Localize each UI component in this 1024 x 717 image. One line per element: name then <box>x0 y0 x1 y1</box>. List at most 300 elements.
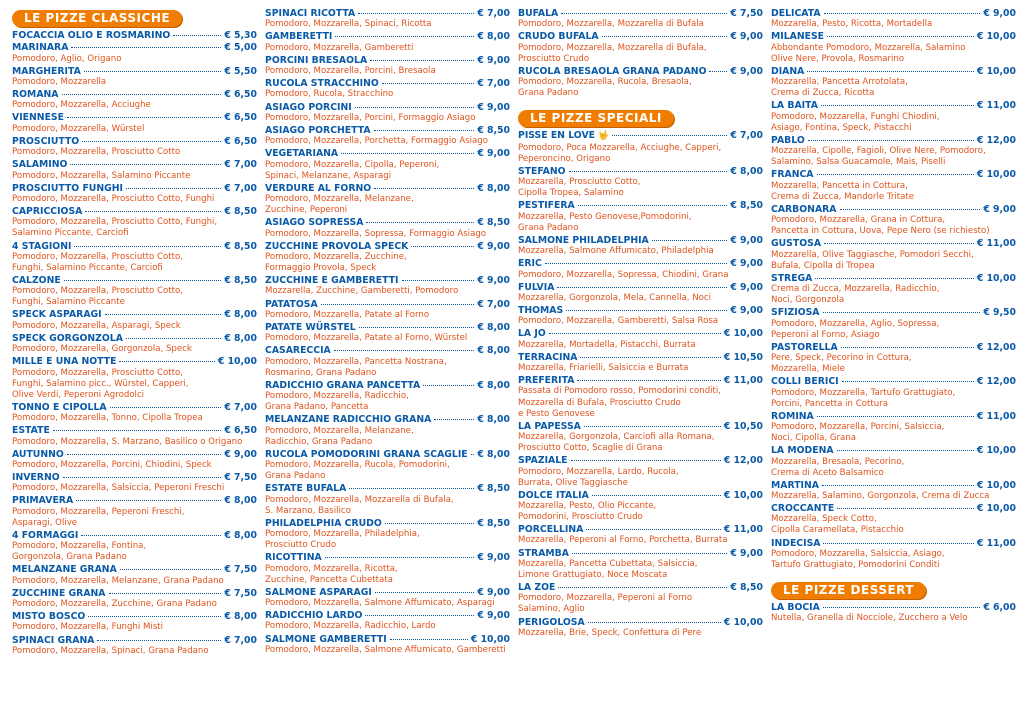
dot-leader <box>70 164 221 165</box>
dot-leader <box>365 615 474 616</box>
pizza-ingredients: Mozzarella, Salmone Affumicato, Philadelphia <box>518 246 714 257</box>
dot-leader <box>341 153 474 154</box>
rock-hand-icon: 🤟 <box>598 131 610 142</box>
pizza-name: LA JO <box>518 328 546 340</box>
pizza-ingredients: Pomodoro, Mozzarella, Porcini, Formaggio Asiago <box>265 112 476 123</box>
pizza-price: € 9,00 <box>477 54 510 66</box>
menu-item <box>265 483 510 516</box>
pizza-ingredients: Grana Padano <box>518 88 579 99</box>
pizza-ingredients: Pomodoro, Mozzarella, Radicchio, Lardo <box>265 621 436 632</box>
menu-item <box>265 518 510 551</box>
menu-item-row <box>518 455 763 466</box>
pizza-price: € 5,30 <box>224 30 257 41</box>
menu-item <box>265 299 510 321</box>
dot-leader <box>577 380 720 381</box>
pizza-name: SPAZIALE <box>518 455 568 467</box>
dot-leader <box>807 71 974 72</box>
pizza-name: MELANZANE GRANA <box>12 564 117 576</box>
menu-column-2 <box>265 8 510 717</box>
pizza-name: INVERNO <box>12 472 60 484</box>
menu-item <box>518 130 763 164</box>
pizza-ingredients: Pomodoro, Mozzarella, Prosciutto Cotto, Funghi, <box>12 217 218 228</box>
pizza-ingredients: Pomodoro, Mozzarella, Gorgonzola, Speck <box>12 344 192 355</box>
pizza-name: SPINACI GRANA <box>12 634 95 646</box>
pizza-name: PROSCIUTTO <box>12 135 80 147</box>
dot-leader <box>85 211 221 212</box>
pizza-ingredients: Zucchine, Pancetta Cubettata <box>265 574 393 585</box>
pizza-price: € 7,50 <box>224 472 257 484</box>
dot-leader <box>823 543 973 544</box>
dot-leader <box>67 454 222 455</box>
pizza-name: PABLO <box>771 134 805 146</box>
dot-leader <box>588 622 721 623</box>
pizza-name: CALZONE <box>12 275 61 286</box>
dot-leader <box>349 488 474 489</box>
dot-leader <box>126 338 221 339</box>
pizza-price: € 8,50 <box>730 200 763 212</box>
section-banner: LE PIZZE CLASSICHE <box>12 10 182 27</box>
menu-item <box>12 402 257 424</box>
dot-leader <box>74 246 221 247</box>
menu-item <box>518 235 763 257</box>
menu-item <box>12 66 257 88</box>
pizza-name: LA PAPESSA <box>518 420 581 432</box>
pizza-price: € 9,00 <box>477 240 510 252</box>
menu-item <box>771 66 1016 99</box>
pizza-price: € 9,00 <box>983 203 1016 215</box>
pizza-price: € 7,00 <box>224 401 257 413</box>
pizza-ingredients: Mozzarella, Pancetta Cubettata, Salsiccia, <box>518 558 698 569</box>
menu-item <box>771 411 1016 444</box>
pizza-ingredients: Pomodoro, Mozzarella, Funghi Misti <box>12 622 164 633</box>
menu-item <box>518 66 763 99</box>
pizza-name: SFIZIOSA <box>771 307 820 319</box>
menu-item-row <box>12 449 257 460</box>
pizza-name: CARBONARA <box>771 203 837 215</box>
pizza-price: € 8,00 <box>224 495 257 507</box>
menu-item-row <box>771 135 1016 146</box>
pizza-price: € 8,50 <box>730 582 763 594</box>
menu-item-row <box>265 299 510 310</box>
menu-item-row <box>265 31 510 42</box>
pizza-ingredients: Mozzarella, Speck Cotto, <box>771 514 877 525</box>
menu-item-row <box>12 112 257 123</box>
dot-leader <box>823 312 981 313</box>
dot-leader <box>88 616 221 617</box>
pizza-price: € 7,00 <box>730 130 763 142</box>
dot-leader <box>366 222 474 223</box>
menu-item-row <box>12 425 257 436</box>
pizza-name: GUSTOSA <box>771 238 822 250</box>
pizza-price: € 7,00 <box>224 634 257 646</box>
dot-leader <box>321 304 475 305</box>
pizza-name: SALMONE GAMBERETTI <box>265 633 387 645</box>
menu-item-row <box>265 449 510 460</box>
pizza-ingredients: Pomodoro, Mozzarella, Peperoni al Forno <box>518 593 693 604</box>
pizza-name: ROMANA <box>12 89 59 101</box>
menu-column-1 <box>12 8 257 717</box>
dot-leader <box>335 36 474 37</box>
menu-item <box>771 480 1016 502</box>
pizza-name: ASIAGO PORCHETTA <box>265 124 371 136</box>
menu-item <box>265 78 510 100</box>
pizza-ingredients: Pomodoro, Mozzarella, Prosciutto Cotto, <box>12 251 184 262</box>
pizza-price: € 9,00 <box>730 65 763 77</box>
dot-leader <box>580 357 720 358</box>
pizza-ingredients: Zucchine, Peperoni <box>265 205 348 216</box>
pizza-ingredients: Radicchio, Grana Padano <box>265 436 373 447</box>
pizza-ingredients: Mozzarella, Pancetta Arrotolata, <box>771 77 908 88</box>
menu-item <box>518 352 763 374</box>
menu-item-row <box>12 530 257 541</box>
dot-leader <box>325 557 475 558</box>
menu-item <box>12 159 257 181</box>
dot-leader <box>109 593 222 594</box>
menu-item-row <box>771 445 1016 456</box>
pizza-ingredients: Funghi, Salamino Piccante, Carciofi <box>12 262 163 273</box>
menu-item <box>265 380 510 413</box>
menu-item-row <box>265 380 510 391</box>
menu-item-row <box>265 102 510 113</box>
pizza-ingredients: Mozzarella, Friarielli, Salsiccia e Burrata <box>518 363 689 374</box>
pizza-price: € 6,00 <box>983 602 1016 614</box>
pizza-name: ESTATE <box>12 425 50 437</box>
pizza-name: PATATOSA <box>265 298 318 310</box>
pizza-price: € 10,50 <box>723 420 763 432</box>
pizza-ingredients: Crema di Zucca, Ricotta <box>771 88 875 99</box>
pizza-ingredients: Pomodoro, Mozzarella, Grana in Cottura, <box>771 215 946 226</box>
pizza-price: € 8,00 <box>477 345 510 357</box>
pizza-ingredients: Burrata, Olive Taggiasche <box>518 477 628 488</box>
menu-item <box>518 617 763 639</box>
dot-leader <box>105 314 222 315</box>
pizza-ingredients: Pomodoro, Mozzarella, Spinaci, Grana Padano <box>12 645 209 656</box>
dot-leader <box>586 529 721 530</box>
pizza-ingredients: Asiago, Fontina, Speck, Pistacchi <box>771 122 912 133</box>
menu-item-row <box>771 100 1016 111</box>
menu-item-row <box>12 611 257 622</box>
menu-item <box>12 89 257 111</box>
pizza-price: € 7,00 <box>224 159 257 171</box>
dot-leader <box>374 130 475 131</box>
menu-item <box>12 275 257 308</box>
menu-item <box>12 183 257 205</box>
pizza-price: € 8,00 <box>477 379 510 391</box>
pizza-ingredients: Mozzarella, Pancetta in Cottura, <box>771 180 908 191</box>
dot-leader <box>840 209 981 210</box>
pizza-price: € 9,00 <box>730 304 763 316</box>
menu-item <box>265 634 510 656</box>
menu-item-row <box>12 159 257 170</box>
pizza-ingredients: Crema di Aceto Balsamico <box>771 467 884 478</box>
pizza-ingredients: Pancetta in Cottura, Uova, Pepe Nero (se richiesto) <box>771 226 990 237</box>
pizza-price: € 10,00 <box>470 633 510 645</box>
dot-leader <box>837 508 974 509</box>
menu-item-row <box>12 206 257 217</box>
pizza-name: STREGA <box>771 272 813 284</box>
pizza-price: € 10,00 <box>976 445 1016 457</box>
dot-leader <box>370 60 474 61</box>
pizza-ingredients: Prosciutto Cotto, Scaglie di Grana <box>518 443 663 454</box>
menu-item <box>518 328 763 350</box>
pizza-ingredients: Olive Nere, Provola, Rosmarino <box>771 53 905 64</box>
pizza-name: LA BAITA <box>771 100 818 112</box>
pizza-ingredients: Noci, Gorgonzola <box>771 295 845 306</box>
menu-item-row <box>12 402 257 413</box>
menu-item-row <box>771 503 1016 514</box>
pizza-price: € 8,00 <box>224 611 257 623</box>
menu-item-row <box>12 356 257 367</box>
dot-leader <box>652 240 728 241</box>
menu-item-row <box>12 89 257 100</box>
menu-item <box>265 587 510 609</box>
dot-leader <box>549 333 721 334</box>
dot-leader <box>823 607 981 608</box>
pizza-price: € 7,50 <box>224 564 257 576</box>
menu-item-row <box>518 352 763 363</box>
pizza-price: € 8,50 <box>224 275 257 286</box>
pizza-ingredients: Pomodoro, Mozzarella, Salamino Piccante <box>12 170 191 181</box>
pizza-ingredients: Mozzarella, Prosciutto Cotto, <box>518 177 641 188</box>
menu-item <box>265 345 510 378</box>
menu-item-row <box>771 411 1016 422</box>
pizza-ingredients: Peperoni al Forno, Asiago <box>771 329 880 340</box>
pizza-name: PASTORELLA <box>771 341 838 353</box>
menu-item <box>518 524 763 546</box>
pizza-ingredients: Pomodoro, Mozzarella, Melanzane, <box>265 425 414 436</box>
menu-item-row <box>518 235 763 246</box>
menu-item-row <box>12 472 257 483</box>
pizza-ingredients: Pomodoro, Mozzarella, Spinaci, Ricotta <box>265 19 432 30</box>
pizza-price: € 9,00 <box>477 101 510 113</box>
pizza-price: € 10,00 <box>723 616 763 628</box>
pizza-price: € 9,00 <box>730 281 763 293</box>
dot-leader <box>827 36 974 37</box>
pizza-name: PRIMAVERA <box>12 495 74 507</box>
menu-item <box>265 31 510 53</box>
pizza-ingredients: Passata di Pomodoro rosso, Pomodorini conditi, <box>518 386 722 397</box>
menu-item <box>265 55 510 77</box>
pizza-price: € 10,00 <box>723 489 763 501</box>
pizza-ingredients: Pomodoro, Mozzarella, Prosciutto Cotto, Funghi <box>12 193 215 204</box>
pizza-ingredients: Pomodoro, Mozzarella, Porcini, Salsiccia, <box>771 422 945 433</box>
menu-item <box>12 611 257 633</box>
pizza-price: € 10,00 <box>976 479 1016 491</box>
pizza-ingredients: Pomodoro, Mozzarella, Sopressa, Chiodini, Grana <box>518 269 729 280</box>
pizza-ingredients: Pomodoro, Mozzarella, Aglio, Sopressa, <box>771 318 940 329</box>
menu-item <box>771 538 1016 571</box>
menu-item <box>12 241 257 274</box>
menu-item <box>771 342 1016 375</box>
pizza-ingredients: Mozzarella, Mortadella, Pistacchi, Burrata <box>518 339 696 350</box>
dot-leader <box>808 140 974 141</box>
pizza-price: € 9,00 <box>730 234 763 246</box>
pizza-name: AUTUNNO <box>12 448 64 460</box>
pizza-name: ESTATE BUFALA <box>265 483 347 495</box>
pizza-price: € 9,00 <box>477 148 510 160</box>
pizza-name: GAMBERETTI <box>265 31 333 43</box>
menu-item-row <box>518 66 763 77</box>
menu-item <box>12 309 257 331</box>
dot-leader <box>817 416 974 417</box>
dot-leader <box>84 71 222 72</box>
pizza-ingredients: Pomodoro, Mozzarella, Salsiccia, Asiago, <box>771 548 945 559</box>
pizza-price: € 10,00 <box>976 31 1016 43</box>
pizza-name: BUFALA <box>518 8 559 19</box>
pizza-price: € 7,00 <box>477 298 510 310</box>
menu-item <box>771 503 1016 536</box>
pizza-ingredients: Pomodoro, Mozzarella, Salsiccia, Peperoni Freschi <box>12 483 225 494</box>
pizza-ingredients: Pomodoro, Aglio, Origano <box>12 53 122 64</box>
pizza-ingredients: Pomodoro, Mozzarella, Prosciutto Cotto, <box>12 286 184 297</box>
pizza-ingredients: Pomodoro, Mozzarella, Funghi Chiodini, <box>771 111 940 122</box>
pizza-name: 4 STAGIONI <box>12 240 72 252</box>
pizza-name: ERIC <box>518 258 542 270</box>
menu-item-row <box>12 136 257 147</box>
menu-item-row <box>518 130 763 142</box>
pizza-ingredients: Mozzarella, Salamino, Gorgonzola, Crema di Zucca <box>771 490 990 501</box>
menu-item-row <box>771 602 1016 613</box>
menu-item-row <box>265 587 510 598</box>
pizza-ingredients: Pomodoro, Mozzarella, Mozzarella di Bufala <box>518 19 704 30</box>
pizza-name: SPINACI RICOTTA <box>265 8 356 19</box>
menu-item-row <box>265 217 510 228</box>
pizza-name: STEFANO <box>518 165 566 177</box>
dot-leader <box>402 280 475 281</box>
pizza-ingredients: Pomodoro, Mozzarella, Salmone Affumicato, Asparagi <box>265 598 495 609</box>
pizza-name: ZUCCHINE E GAMBERETTI <box>265 275 399 287</box>
pizza-ingredients: Pomodoro, Mozzarella, Acciughe <box>12 100 151 111</box>
pizza-name: RUCOLA STRACCHINO <box>265 78 379 90</box>
dot-leader <box>67 117 221 118</box>
dot-leader <box>842 381 974 382</box>
pizza-price: € 5,00 <box>224 42 257 54</box>
menu-item <box>265 217 510 239</box>
menu-item-row <box>12 333 257 344</box>
menu-item <box>265 275 510 297</box>
pizza-ingredients: Cipolla Tropea, Salamino <box>518 188 624 199</box>
section-banner: LE PIZZE SPECIALI <box>518 110 674 127</box>
pizza-ingredients: Salamino Piccante, Carciofi <box>12 228 129 239</box>
pizza-ingredients: Grana Padano <box>518 222 579 233</box>
pizza-price: € 9,00 <box>477 610 510 622</box>
dot-leader <box>471 454 475 455</box>
pizza-ingredients: Mozzarella, Miele <box>771 364 845 375</box>
dot-leader <box>411 246 474 247</box>
menu-item <box>771 445 1016 478</box>
pizza-ingredients: Mozzarella, Zucchine, Gamberetti, Pomodoro <box>265 286 459 297</box>
dot-leader <box>817 174 974 175</box>
pizza-price: € 6,50 <box>224 135 257 147</box>
pizza-price: € 11,00 <box>976 537 1016 549</box>
dot-leader <box>64 280 222 281</box>
pizza-ingredients: Pomodoro, Mozzarella, S. Marzano, Basilico o Origano <box>12 436 243 447</box>
menu-item <box>12 495 257 528</box>
menu-item-row <box>518 582 763 593</box>
menu-item-row <box>518 8 763 19</box>
dot-leader <box>82 141 221 142</box>
dot-leader <box>569 171 728 172</box>
pizza-ingredients: Porcini, Pancetta in Cottura <box>771 398 888 409</box>
pizza-price: € 9,00 <box>983 8 1016 19</box>
pizza-price: € 9,00 <box>477 275 510 287</box>
menu-item-row <box>771 66 1016 77</box>
pizza-price: € 11,00 <box>723 524 763 536</box>
dot-leader <box>62 94 222 95</box>
menu-item-row <box>771 538 1016 549</box>
dot-leader <box>81 535 221 536</box>
pizza-price: € 8,00 <box>477 448 510 460</box>
dot-leader <box>359 327 475 328</box>
menu-item-row <box>12 635 257 646</box>
pizza-name: THOMAS <box>518 304 564 316</box>
pizza-price: € 8,00 <box>224 529 257 541</box>
menu-item <box>518 282 763 304</box>
pizza-ingredients: Noci, Cipolla, Grana <box>771 433 857 444</box>
pizza-name: RUCOLA POMODORINI GRANA SCAGLIE <box>265 448 468 460</box>
pizza-name: PROSCIUTTO FUNGHI <box>12 182 123 194</box>
pizza-ingredients: Cipolla Caramellata, Pistacchio <box>771 525 904 536</box>
dot-leader <box>572 553 727 554</box>
menu-item <box>12 136 257 158</box>
dot-leader <box>709 71 727 72</box>
pizza-ingredients: Rosmarino, Grana Padano <box>265 367 377 378</box>
menu-item <box>265 183 510 216</box>
pizza-name: DELICATA <box>771 8 821 19</box>
pizza-name: TERRACINA <box>518 351 578 363</box>
dot-leader <box>434 419 474 420</box>
pizza-price: € 6,50 <box>224 89 257 101</box>
menu-item <box>518 582 763 615</box>
pizza-ingredients: Pomodoro, Mozzarella, Tonno, Cipolla Tropea <box>12 413 203 424</box>
pizza-name: CASARECCIA <box>265 345 331 357</box>
pizza-name: CROCCANTE <box>771 503 835 515</box>
menu-item <box>12 42 257 64</box>
dot-leader <box>602 36 728 37</box>
pizza-price: € 10,00 <box>976 65 1016 77</box>
menu-item-row <box>518 490 763 501</box>
menu-item-row <box>265 183 510 194</box>
pizza-name: ASIAGO PORCINI <box>265 101 352 113</box>
menu-item <box>265 322 510 344</box>
menu-item <box>265 102 510 124</box>
pizza-ingredients: Mozzarella, Pesto, Ricotta, Mortadella <box>771 19 933 30</box>
dot-leader <box>571 460 721 461</box>
pizza-price: € 9,00 <box>730 547 763 559</box>
pizza-name: PORCELLINA <box>518 524 584 536</box>
pizza-price: € 10,00 <box>723 328 763 340</box>
menu-item <box>12 30 257 41</box>
pizza-ingredients: Pomodoro, Mozzarella, Zucchine, Grana Padano <box>12 599 217 610</box>
pizza-price: € 8,50 <box>477 124 510 136</box>
pizza-ingredients: Pomodoro, Mozzarella, Gamberetti <box>265 42 414 53</box>
pizza-name: RUCOLA BRESAOLA GRANA PADANO <box>518 65 707 77</box>
dot-leader <box>558 587 727 588</box>
pizza-ingredients: Pomodoro, Mozzarella, Prosciutto Cotto <box>12 147 181 158</box>
menu-item-row <box>12 183 257 194</box>
pizza-price: € 8,00 <box>477 321 510 333</box>
pizza-ingredients: Pomodoro, Mozzarella, Patate al Forno, Würstel <box>265 333 468 344</box>
pizza-price: € 12,00 <box>976 134 1016 146</box>
dot-leader <box>822 485 974 486</box>
section-banner: LE PIZZE DESSERT <box>771 582 926 599</box>
menu-item-row <box>771 204 1016 215</box>
menu-item <box>12 564 257 586</box>
menu-item-row <box>265 55 510 66</box>
menu-item-row <box>518 421 763 432</box>
menu-item-row <box>12 564 257 575</box>
menu-item <box>518 166 763 199</box>
